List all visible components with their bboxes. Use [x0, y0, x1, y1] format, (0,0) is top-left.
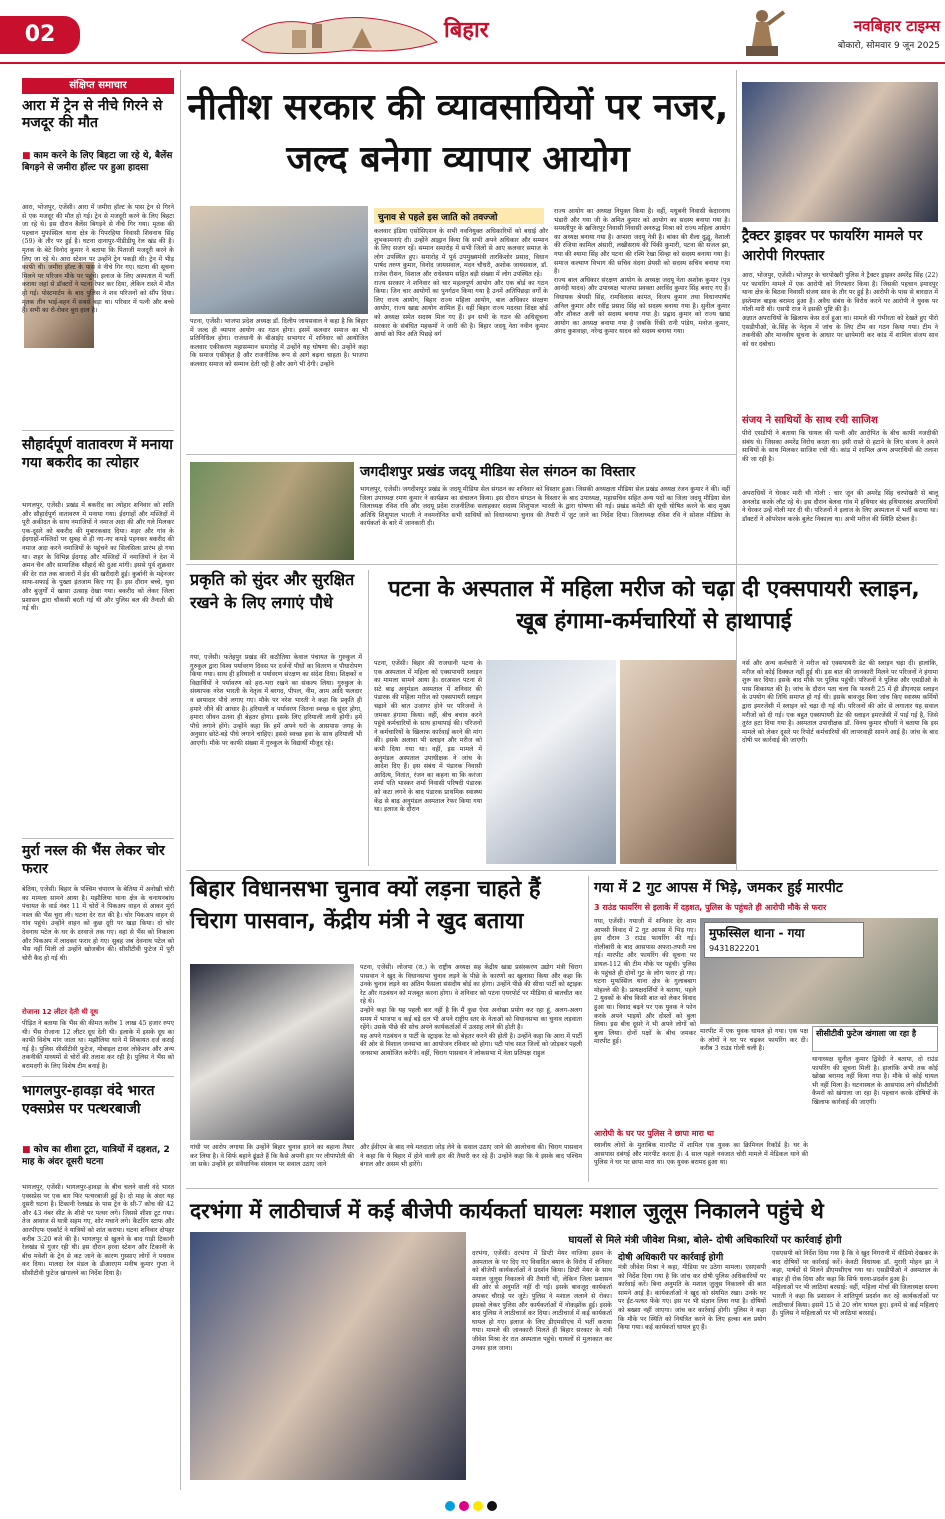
- briefs-bar: संक्षिप्त समाचार: [22, 78, 174, 94]
- tractor-body-2: पीरो एसडीपी ने बताया कि घायल की पत्नी और आरोपित के बीच काफी नजदीकी संबंध थे। जिसका अमरेंद्र विरोध करता था। इसी रास्ते से हटाने के लिए संजय ने अपने साथियों के साथ मिलकर साजिश रची थी। कांड में शामिल अन्य अपराधियों की तलाश की जा रही है।: [742, 430, 938, 463]
- lead-kicker: चुनाव से पहले इस जाति को तवज्जो: [374, 208, 544, 224]
- lead-body-3: राज्य आयोग का अध्यक्ष नियुक्त किया है। वहीं, मधुबनी निवासी केदारनाथ भंडारी और गया जी के अमित कुमार को आयोग का सदस्य बनाया गया है। समस्तीपुर के खजिरपुर निवासी निवासी अनरुद्ध मिश्रा को राज्य महिला आयोग का अध्यक्ष बनाया गया है। अप्सरा जदयू नेत्री है। बांका की शैला दुद्धू, वैशाली की रजिया कामिल अंसारी, लखीसराय की पिंकी कुमारी, पटना की सजल झा, गया की श्यामा सिंह और पटना की रश्मि रेखा सिन्हा को सदस्य बनाया गया है। समाज कल्याण विभाग की सचिव वंदना प्रेयसी को सदस्य सचिव बनाया गया है। राज्य बाल अधिकार संरक्षण आयोग के अध्यक्ष जदयू नेता अशोक कुमार (पुत्र आनंदी यादव) और उपाध्यक्ष भाजपा प्रवक्ता अरविंद कुमार सिंह बनाए गए हैं। विधायक श्रेयसी सिंह, रामविलास कामत, विजय कुमार तथा विधानपार्षद अनिल कुमार और रवींद्र प्रसाद सिंह को सदस्य बनाया गया है। सुनील कुमार और शौकत अली को सदस्य बनाया गया है। प्रह्लाद कुमार को राज्य खाद्य आयोग का अध्यक्ष बनाया गया है जबकि रिंकी रानी पांडेय, मनोज कुमार, अंगद कुशवाहा, नरेन्द्र कुमार यादव को सदस्य बनाया गया।: [554, 208, 730, 336]
- divider: [186, 454, 736, 455]
- police-sign-phone: 9431822201: [709, 944, 760, 953]
- lead-photo: [190, 206, 368, 314]
- brief-2-title: सौहार्दपूर्ण वातावरण में मनाया गया बकरीद का त्योहार: [22, 437, 173, 471]
- accused-photo: [742, 82, 938, 222]
- divider: [186, 564, 938, 565]
- jagdishpur-photo: [190, 462, 354, 560]
- hospital-photo: [620, 660, 736, 864]
- saline-photo: [486, 660, 616, 864]
- brief-1-body-c: [22, 352, 174, 426]
- column-divider: [180, 70, 181, 1490]
- police-sign-text: मुफस्सिल थाना - गया: [709, 926, 805, 940]
- chirag-headline: बिहार विधानसभा चुनाव क्यों लड़ना चाहते हैं चिराग पासवान, केंद्रीय मंत्री ने खुद बताया: [190, 877, 541, 934]
- header-rule: [0, 62, 945, 64]
- divider: [186, 870, 938, 871]
- lead-body-1: पटना, एजेंसी। भाजपा प्रदेश अध्यक्ष डॉ. दिलीप जायसवाल ने कहा है कि बिहार में जल्द ही व्यापार आयोग का गठन होगा। इसमें कलवार समाज का भी प्रतिनिधित्व होगा। राजधानी के बीआईए सभागार में शनिवार को आयोजित कलवार एकीकरण महासम्मान समारोह में उन्होंने यह घोषणा की। उन्होंने कहा कि समाज एकीकृत है और राजनीतिक रूप से आगे बढ़ना चाहता है। भाजपा कलवार समाज को सम्मान देती रही है और आगे भी देगी। उन्होंने: [190, 318, 368, 368]
- tractor-headline: ट्रैक्टर ड्राइवर पर फायरिंग मामले पर आरोपी गिरफ्तार: [742, 228, 923, 264]
- dateline: बोकारो, सोमवार 9 जून 2025: [837, 41, 940, 51]
- print-registration-marks: [0, 1496, 945, 1510]
- gaya-body-1: गया, एजेंसी। गयाजी में शनिवार देर शाम आपसी विवाद में 2 गुट आपस में भिड़ गए। इस दौरान 3 राउंड फायरिंग की गई। गोलीबारी के बाद आसपास अफरा-तफरी मच गई। मारपीट और फायरिंग की सूचना पर डायल-112 की टीम मौके पर पहुंची। पुलिस के पहुंचते ही दोनों गुट के लोग फरार हो गए। घटना मुफस्सिल थाना क्षेत्र के गुलाबबाग मोहल्ले की है। प्रत्यक्षदर्शियों ने बताया, पहले 2 युवकों के बीच किसी बात को लेकर विवाद हुआ था। विवाद बढ़ने पर एक युवक ने फोन करके अपने भाइयों और दोस्तों को बुला लिया। इस बीच दूसरे ने भी अपने लोगों को बुला लिया। दोनों पक्षों के बीच जमकर मारपीट हुई।: [594, 918, 696, 1046]
- darbhanga-headline: दरभंगा में लाठीचार्ज में कई बीजेपी कार्यकर्ता घायलः मशाल जुलूस निकालने पहुंचे थे: [190, 1199, 824, 1223]
- brief-1-body-b: [98, 262, 174, 348]
- brief-2-body: भागलपुर, एजेंसी। प्रखंड में बकरीद का त्योहार शनिवार को शांति और सौहार्दपूर्ण वातावरण में मनाया गया। ईदगाहों और मस्जिदों में पूरी अकीदत के साथ नमाजियों ने नमाज अदा की और गले मिलकर एक-दूसरे को बकरीद की मुबारकबाद दिया। शहर और गांव के ईदगाहों-मस्जिदों पर सुबह से ही नए-नए कपड़े पहनकर बकरीद की नमाज अदा करने नमाजियों के पहुंचने का सिलसिला प्रारंभ हो गया था। शहर के विभिन्न ईदगाह और मस्जिदों में नमाजियों ने देश में अमन चैन और सामाजिक सौहार्द की दुआ मांगी। इससे पूर्व शुक्रवार की देर रात तक बाजारों में ईद की खरीदारी हुई। कुर्बानी के मद्देनजर साफ-सफाई के पुख्ता इंतजाम किए गए हैं। इस दौरान बच्चे, युवा और बुजुर्गों में खासा उत्साह देखा गया। बकरीद को लेकर जिला प्रशासन द्वारा चौकसी बरती गई थी और पुलिस बल की तैनाती की गई थी।: [22, 502, 174, 613]
- gaya-body-3: स्थानीय लोगों के मुताबिक मारपीट में शामिल एक युवक का क्रिमिनल रिकॉर्ड है। घर के आसपास दबंगई और मारपीट करता है। 4 साल पहले नवजात चोरी मामले में मेडिकल थाने की पुलिस ने घर पर छापा मारा था। एक युवक बरामद हुआ था।: [594, 1142, 808, 1167]
- brief-1-title: आरा में ट्रेन से नीचे गिरने से मजदूर की मौत: [22, 98, 163, 131]
- hospital-body-2: नर्स और अन्य कर्मचारी ने मरीज को एक्सपायरी डेट की स्लाइन चढ़ा दी। हालांकि, मरीज को कोई दिक्कत नहीं हुई थी। इस बात की जानकारी मिलने पर परिजनों ने हंगामा शुरू कर दिया। इसके बाद मौके पर पुलिस पहुंची। परिजनों ने पुलिस और एसडीओ के पास शिकायत की है। जांच के दौरान पता चला कि फरवरी 25 में ही डीएनएस स्लाइन के उपयोग की तिथि समाप्त हो गई थी। इसके बावजूद बिना जांच किए स्वास्थ्य कर्मियों द्वारा इमरजेंसी में स्लाइन को चढ़ा दी गई थी। परिजनों की ओर से लगातार यह सवाल मरीजों को दी गई। एक बहुत एक्सपायरी डेट की स्लाइन इमरजेंसी में पाई गई है, जिसे तुरंत हटा दिया गया है। अस्पताल उपाधीक्षक डॉ. विनय कुमार चौधरी ने बताया कि इस मामले को लेकर दूसरे पर रिपोर्ट कर्मचारियों की लापरवाही सामने आई है। जांच के बाद दोषी पर कार्रवाई की जाएगी।: [742, 660, 938, 745]
- brief-3-sub: रोजाना 12 लीटर देती थी दूध: [22, 1008, 99, 1016]
- gaya-sub: 3 राउंड फायरिंग से इलाके में दहशत, पुलिस के पहुंचते ही आरोपी मौके से फरार: [594, 903, 827, 912]
- jagdishpur-headline: जगदीशपुर प्रखंड जदयू मीडिया सेल संगठन का विस्तार: [360, 464, 636, 480]
- gaya-sub-2: आरोपी के घर पर पुलिस ने छापा मारा था: [594, 1129, 714, 1138]
- column-divider: [368, 570, 369, 866]
- darbhanga-body-1: दरभंगा, एजेंसी। दरभंगा में डिप्टी मेयर नाजिया हसन के अस्पताल के पर दिए गए विवादित बयान के विरोध में शनिवार को बीजेपी कार्यकर्ताओं ने प्रदर्शन किया। डिप्टी मेयर के साथ मशाल जुलूस निकालने की तैयारी थी, लेकिन जिला प्रशासन की ओर से अनुमति नहीं दी गई। इसके बावजूद कार्यकर्ता अपकर चौराहे पर जुटे। पुलिस ने मशाल जलाने से रोका। इसको लेकर पुलिस और कार्यकर्ताओं में नोकझोंक हुई। इसके बाद पुलिस ने लाठीचार्ज कर दिया। लाठीचार्ज में कई कार्यकर्ता घायल हो गए। इलाज के लिए डीएमसीएच में भर्ती कराया गया। मामले की जानकारी मिलते ही बिहार सरकार के मंत्री जीवेश मिश्रा देर रात अस्पताल पहुंचे। घायलों से मुलाकात कर उनका हाल जाना।: [472, 1250, 612, 1352]
- column-divider: [736, 70, 737, 870]
- chirag-photo: [190, 964, 354, 1140]
- gaya-caption-1: मारपीट में एक युवक घायल हो गया। एक पक्ष के लोगों ने घर पर चढ़कर फायरिंग कर दी। करीब 3 राउंड गोली चली है।: [700, 1028, 808, 1053]
- nature-body: गया, एजेंसी। फतेहपुर प्रखंड की कठौतिया केवाल पंचायत के गुरुकुल में गुरुकुल द्वारा विश्व पर्यावरण दिवस पर दर्जनों पौधों का वितरण व पौधारोपण किया गया। साथ ही हरियाली व पर्यावरण संरक्षण का संदेश दिया। शिक्षकों व विद्यार्थियों ने पर्यावरण को हरा-भरा रखने का संकल्प लिया। गुरुकुल के संस्थापक नरेश भारती के नेतृत्व में बरगद, पीपल, नीम, आम आदि फलदार व छायादार पौधे लगाए गए। मौके पर नरेश भारती ने कहा कि प्रकृति ही हमारे जीने की आधार है। हरियाली व पर्यावरण जितना स्वच्छ व सुंदर होगा, हमारा जीवन उतना ही बेहतर होगा। इसके लिए हरियाली लानी होगी। हमें पौधे लगाने होंगे। उन्होंने कहा कि हमें अपने घरों के आसपास जगह के अनुसार छोटे-बड़े पौधे लगाने चाहिए। इससे स्वच्छ हवा के साथ हरियाली भी आएगी। मौके पर काफी संख्या में गुरुकुल के विद्यार्थी मौजूद रहे।: [190, 654, 362, 747]
- police-sign: [704, 922, 864, 958]
- tractor-body-3: अपराधियों ने घेरकर मारी थी गोली : चार जून की अमरेंद्र सिंह चरपोखरी से बालू अनलोड करके लौट रहे थे। इस दौरान बेलवा गांव में हथियार बंद हथियारबंद अपराधियों ने घेरकर उन्हें गोली मार दी थी। परिजनों ने इलाज के लिए अस्पताल में भर्ती कराया था। डॉक्टरों ने ऑपरेशन करके बुलेट निकाला था। अभी मरीज की स्थिति स्टेबल है।: [742, 490, 938, 523]
- tractor-body: आरा, भोजपुर, एजेंसी। भोजपुर के चरपोखरी पुलिस ने ट्रैक्टर ड्राइवर अमरेंद्र सिंह (22) पर फायरिंग मामले में एक आरोपी को गिरफ्तार किया है। जिसकी पहचान इमादपुर थाना क्षेत्र के बिठवा निवासी संजय साव के तौर पर हुई है। आरोपी के पास से बारदात में इस्तेमाल बाइक बरामद हुआ है। अवैध संबंध के विरोध करने पर आरोपी ने युवक पर गोली मारी थी। एसपी राज ने इसकी पुष्टि की है। अज्ञात अपराधियों के खिलाफ केस दर्ज हुआ था। मामले की गंभीरता को देखते हुए पीरो एसडीपीओ, के.सिंह के नेतृत्व में जांच के लिए टीम का गठन किया गया। टीम ने तकनीकी और मानवीय सूचना के आधार पर छापेमारी कर कांड में शामिल संजय साव को धर दबोचा।: [742, 272, 938, 348]
- brief-4-sub: ■ कोच का शीशा टूटा, यात्रियों में दहशत, 2 माह के अंदर दूसरी घटना: [22, 1144, 174, 1180]
- darbhanga-photo: [190, 1232, 466, 1480]
- brief-3-title: मुर्रा नस्ल की भैंस लेकर चोर फरार: [22, 843, 165, 877]
- chirag-body-3: और ईवीएम के बाद नये मतदाता जोड़ लेने के सवाल उठाए जाने की आलोचना की। चिराग पासवान ने कहा कि ये बिहार में होने वाली हार की तैयारी कर रहे हैं। उन्होंने कहा कि ये इसके बाद पश्चिम बंगाल और असम भी हारेंगे।: [360, 1144, 582, 1169]
- brief-3-body2: पीड़ित ने बताया कि भैंस की कीमत करीब 1 लाख 45 हजार रुपए थी। भैंस रोजाना 12 लीटर दूध देती थी। इलाके में इसके दूध का काफी विशेष मांग जाता था। मझौलिया थाने में शिकायत दर्ज कराई गई है। पुलिस सीसीटीवी फुटेज, मोबाइल टावर लोकेशन और अन्य तकनीकी माध्यमों से चोरों की तलाश कर रही है। पुलिस ने भैंस को बरामदगी के लिए विशेष टीम बनाई है।: [22, 1020, 174, 1070]
- yellow-mark: [473, 1501, 483, 1511]
- darbhanga-body-2: मंत्री जीवेश मिश्रा ने कहा, मीडिया पर उठेगा मामला। एसएसपी को निर्देश दिया गया है कि जांच कर दोषी पुलिस अधिकारियों पर कार्रवाई करें। बिना अनुमति के मशाल जुलूस निकालने की बात सामने आई है। कार्यकर्ताओं ने खुद को संयमित रखा। उनके घर पर ईंट-पत्थर फेंके गए। इस पर भी संज्ञान लिया गया है। दोषियों को बख्शा नहीं जाएगा। जांच कर कार्रवाई होगी। पुलिस ने कहा कि मौके पर स्थिति को नियंत्रित करने के लिए हल्का बल प्रयोग किया गया। कई कार्यकर्ता घायल हुए हैं।: [618, 1264, 766, 1332]
- brief-4-body: भागलपुर, एजेंसी। भागलपुर-हावड़ा के बीच चलने वाली वंदे भारत एक्सप्रेस पर एक बार फिर पत्थरबाजी हुई है। दो माह के अंदर यह दूसरी घटना है। टिकानी रेलखंड के पास ट्रेन के सी-7 कोच की 42 और 43 नंबर सीट के शीशे पर पत्थर लगे। जिससे शीशा टूट गया। तेज आवाज से यात्री सहम गए, शोर मचाने लगे। कैटरिंग स्टाफ और आरपीएफ एस्कॉर्ट ने यात्रियों को शांत कराया। घटना शनिवार दोपहर करीब 3:20 बजे की है। भागलपुर से खुलने के बाद गाड़ी टिकानी रेलखंड से गुजर रही थी। इस दौरान हरवा स्टेशन और टिकानी के बीच मवेशी के ट्रेन से कट जाने के कारण गुस्साए लोगों ने पथराव कर दिया। मालदा रेल मंडल के डीआरएम मनीष कुमार गुप्ता ने सीसीटीवी फुटेज खंगालने का निर्देश दिया है।: [22, 1184, 174, 1277]
- page-number: 02: [0, 16, 80, 54]
- black-mark: [487, 1501, 497, 1511]
- hospital-headline: पटना के अस्पताल में महिला मरीज को चढ़ा दी एक्सपायरी स्लाइन, खूब हंगामा-कर्मचारियों से हाथापाई: [388, 577, 920, 634]
- divider: [22, 838, 174, 839]
- darbhanga-body-3: एसएसपी को निर्देश दिया गया है कि वे खुद निगरानी में वीडियो देखकर के बाद दोषियों पर कार्रवाई करें। केवटी विधायक डॉ. मुरारी मोहन झा ने कहा, पार्षदों से मिलने डीएमसीएच गया था। एसडीपीओ ने अस्पताल के बाहर ही रोक दिया और कहा कि सिर्फ धरना-प्रदर्शन हुआ है। महिलाओं पर भी लाठियां बरसाई: वहीं, महिला मोर्चा की जिलाध्यक्ष सपना भारती ने कहा कि प्रशासन ने शांतिपूर्ण प्रदर्शन कर रहे कार्यकर्ताओं पर लाठीचार्ज किया। इसमें 15 से 20 लोग घायल हुए। इनमें से कई महिलाएं हैं। पुलिस ने महिलाओं पर भी लाठियां बरसाई।: [772, 1250, 938, 1318]
- brief-4-title: भागलपुर-हावड़ा वंदे भारत एक्सप्रेस पर पत्थरबाजी: [22, 1083, 155, 1117]
- magenta-mark: [459, 1501, 469, 1511]
- divider: [22, 430, 174, 431]
- gaya-caption-2: सीसीटीवी फुटेज खंगाला जा रहा है: [812, 1026, 938, 1052]
- brief-3-body: बेतिया, एजेंसी। बिहार के पश्चिम चंपारण के बेतिया में अनोखी चोरी का मामला सामने आया है। मझौलिया थाना क्षेत्र के चनायनबांध पंचायत के वार्ड नंबर 11 में चोरों ने पिकअप वाहन से आकर मुर्रा नस्ल की भैंस चुरा ली। घटना देर रात की है। चोर पिकअप वाहन से गांव पहुंचे। उन्होंने वाहन को कुछ दूरी पर खड़ा किया। दो चोर देवनाथ पटेल के घर के दरवाजे तक गए। वहां से भैंस को निकाला और पिकअप में लादकर फरार हो गए। सुबह जब देवनाथ पटेल को भैंस नहीं मिली तो उन्होंने खोजबीन की। सीसीटीवी फुटेज में पूरी चोरी कैद हो गई थी।: [22, 886, 174, 962]
- masthead: नवबिहार टाइम्स: [853, 17, 940, 35]
- column-divider: [588, 876, 589, 1182]
- darbhanga-sub-2: दोषी अधिकारी पर कार्रवाई होगी: [618, 1253, 724, 1263]
- hospital-body-1: पटना, एजेंसी। बिहार की राजधानी पटना के एक अस्पताल में महिला को एक्सपायरी स्लाइन का मामला सामने आया है। दरअसल पटना से सटे बाढ़ अनुमंडल अस्पताल में शनिवार की पंडारक की महिला मरीज को एक्सपायरी स्लाइन चढ़ाने की बात उजागर होने पर परिजनों ने जमकर हंगामा किया। वहीं, बीच बचाव करने पहुंचे कर्मचारियों के साथ हाथापाई की। परिजनों ने कर्मचारियों के खिलाफ कार्रवाई करने की मांग की। इसके अलावा भी स्लाइन और मरीज को कभी दिया गया था। वहीं, इस मामले में अनुमंडल अस्पताल उपाधीक्षक ने जांच के आदेश दिए हैं। इस संबंध में पंडारक निवासी आदित्य, नितांत, रंजन का कहना था कि करंजा शर्मा पति भास्कर शर्मा निवासी परिषदी पंडारक को कटा लगने के बाद पंडारक प्राथमिक स्वास्थ्य केंद्र से बाढ़ अनुमंडल अस्पताल रेफर किया गया था। इलाज के दौरान: [374, 660, 482, 814]
- divider: [186, 1188, 938, 1189]
- tractor-sub: संजय ने साथियों के साथ रची साजिश: [742, 415, 878, 426]
- chirag-body-1: पटना, एजेंसी। लोजपा (रा.) के राष्ट्रीय अध्यक्ष सह केंद्रीय खाद्य प्रसंस्करण उद्योग मंत्री चिराग पासवान ने खुद के विधानसभा चुनाव लड़ने के पीछे के कारणों का खुलासा किया और कहा कि उनके चुनाव लड़ने का अंतिम फैसला संसदीय बोर्ड का होगा। उन्होंने पीछे की सीधा पार्टी को स्ट्राइक रेट और गठबंधन को मजबूत करना होगा। वे शनिवार को पटना एयरपोर्ट पर मीडिया से बातचीत कर रहे थे। उन्होंने कहा कि यह पहली बार नहीं है कि मैं कुछ ऐसा अनोखा प्रयोग कर रहा हूं, अलग-अलग समय में भाजपा व कई बड़े दल भी अपने राष्ट्रीय स्तर के नेताओं को विधानसभा का चुनाव लड़वाता रहेंगे। उसके पीछे की सोच अपने कार्यकर्ताओं में उत्साह लाने की होती है। यह अपने गठबंधन व पार्टी के स्ट्राइक रेट को बेहतर करने की होती है। उन्होंने कहा कि आरा में पार्टी की ओर से विशाल जनसभा का आयोजन रविवार को होगा। पटी पांच सात जिलों को जोड़कर पहली जनसभा आयोजित करेगी। वहीं, चिराग पासवान ने लोकसभा में नेता प्रतिपक्ष राहुल: [360, 964, 582, 1057]
- cyan-mark: [445, 1501, 455, 1511]
- gaya-headline: गया में 2 गुट आपस में भिड़े, जमकर हुई मारपीट: [594, 880, 843, 896]
- chirag-body-2: गांधी पर आरोप लगाया कि उन्होंने बिहार चुनाव हारने का बहाना तैयार कर लिया है। वे सिर्फ बहाने ढूंढते हैं कि कैसे अपनी हार पर लीपापोती की जा सके। उन्होंने हर संवैधानिक संस्थान पर सवाल उठाए जाने: [190, 1144, 354, 1169]
- lead-body-2: कलवार इंडिया एसोसिएशन के सभी नवनियुक्त अधिकारियों को बधाई और शुभकामनाएं दी। उन्होंने आह्वान किया कि सभी अपने अधिकार और सम्मान के लिए सजग रहें। सम्मान समारोह में सभी जिलों से आए कलवार समाज के लोग उपस्थित हुए। समारोह में पूर्व उपमुख्यमंत्री तारकिशोर प्रसाद, विधान पार्षद तरुण कुमार, विनोद जायसवाल, मदन चौधरी, अशोक जायसवाल, डॉ. राजेश रौशन, विशाल और राधेश्याम सहित बड़ी संख्या में लोग उपस्थित रहे। राज्य सरकार ने शनिवार को चार महत्वपूर्ण आयोग और एक बोर्ड का गठन किया। जिन चार आयोगों का पुनर्गठन किया गया है उनमें अतिपिछड़ा वर्गों के लिए राज्य आयोग, बिहार राज्य महिला आयोग, बाल अधिकार संरक्षण आयोग, राज्य खाद्य आयोग शामिल हैं। वहीं बिहार राज्य मदरसा शिक्षा बोर्ड को अध्यक्ष समेत सदस्य मिल गए हैं। इन सभी के गठन की अधिसूचना सरकार के संबंधित महकमों ने जारी की है। बिहार जदयू नेता नवीन कुमार आर्या को फिर अति पिछड़े वर्ग: [374, 228, 548, 339]
- darbhanga-sub: घायलों से मिले मंत्री जीवेश मिश्रा, बोले- दोषी अधिकारियों पर कार्रवाई होगी: [568, 1235, 842, 1246]
- nature-headline: प्रकृति को सुंदर और सुरक्षित रखने के लिए लगाएं पौधे: [190, 570, 355, 612]
- map-banner-icon: [232, 10, 442, 58]
- jagdishpur-body: भागलपुर, एजेंसी। जगदीशपुर प्रखंड के जदयू मीडिया सेल संगठन का शनिवार को विस्तार हुआ। जिसकी अध्यक्षता मीडिया सेल प्रखंड अध्यक्ष रंजन कुमार ने की। वहीं जिला उपाध्यक्ष रमण कुमार ने कार्यक्रम का संचालन किया। इस दौरान संगठन के विस्तार के बाद उपाध्यक्ष, महासचिव सहित अन्य पदों का जिला जदयू मीडिया सेल जिलाध्यक्ष रविश रवि और जदयू प्रदेश राजनीतिक सलाहकार सदस्य शिशुपाल भारती के द्वारा घोषणा की गई। प्रखंड कमेटी की सूची घोषित करने के बाद मुख्य अतिथि शिशुपाल भारती ने नवमनोनित सभी साथियों को विधानसभा चुनाव की तैयारी में जुट जाने का निर्देश दिया। जिलाध्यक्ष रविश रवि ने सोशल मीडिया के कार्यकर्ता के बारे में जानकारी दी।: [360, 486, 730, 528]
- brief-1-body-a: आरा, भोजपुर, एजेंसी। आरा में जमीरा हॉल्ट के पास ट्रेन से गिरने से एक मजदूर की मौत हो गई। ट्रेन से मजदूरी करने के लिए बिहटा जा रहे थे। इस दौरान बैलेंस बिगड़ने से नीचे गिर गया। मृतक की पहचान मुफस्सिल थाना क्षेत्र के पिपरहिया निवासी शिवनाथ सिंह (59) के तौर पर हुई है। घटना दानापुर-पीडीडीयू रेल खंड की है। मृतक के बेटे विनोद कुमार ने बताया कि पिताजी मजदूरी करने के लिए जा रहे थे। आरा स्टेशन पर उन्होंने ट्रेन पकड़ी थी। ट्रेन में भीड़ काफी थी। जमीरा हॉल्ट के पास वे नीचे गिर गए। घटना की सूचना मिलने पर परिजन मौके पर पहुंचे। इलाज के लिए अस्पताल में भर्ती कराया जहां से डॉक्टरों ने पटना रेफर कर दिया, लेकिन रास्ते में मौत हो गई। पोस्टमार्टम के बाद पुलिस ने शव परिजनों को सौंप दिया। मृतक तीन भाई-बहन में सबसे बड़ा था। परिवार में पत्नी और बच्चे हैं। सभी का रो-रोकर बुरा हाल है।: [22, 204, 174, 315]
- gaya-body-2: थानाध्यक्ष सुनील कुमार द्विवेदी ने बताया, दो राउंड फायरिंग की सूचना मिली है। हालांकि अभी तक कोई खोखा बरामद नहीं किया गया है। मौके से कोई घायल भी नहीं मिला है। घटनास्थल के आसपास लगे सीसीटीवी कैमरों को खंगाला जा रहा है। पहचान करके दोषियों के खिलाफ कार्रवाई की जाएगी।: [812, 1056, 938, 1106]
- lead-headline: नीतीश सरकार की व्यावसायियों पर नजर, जल्द बनेगा व्यापार आयोग: [187, 87, 729, 180]
- section-title: बिहार: [444, 18, 489, 43]
- brief-1-sub: ■ काम करने के लिए बिहटा जा रहे थे, बैलेंस बिगड़ने से जमीरा हॉल्ट पर हुआ हादसा: [22, 150, 174, 198]
- divider: [22, 1076, 174, 1077]
